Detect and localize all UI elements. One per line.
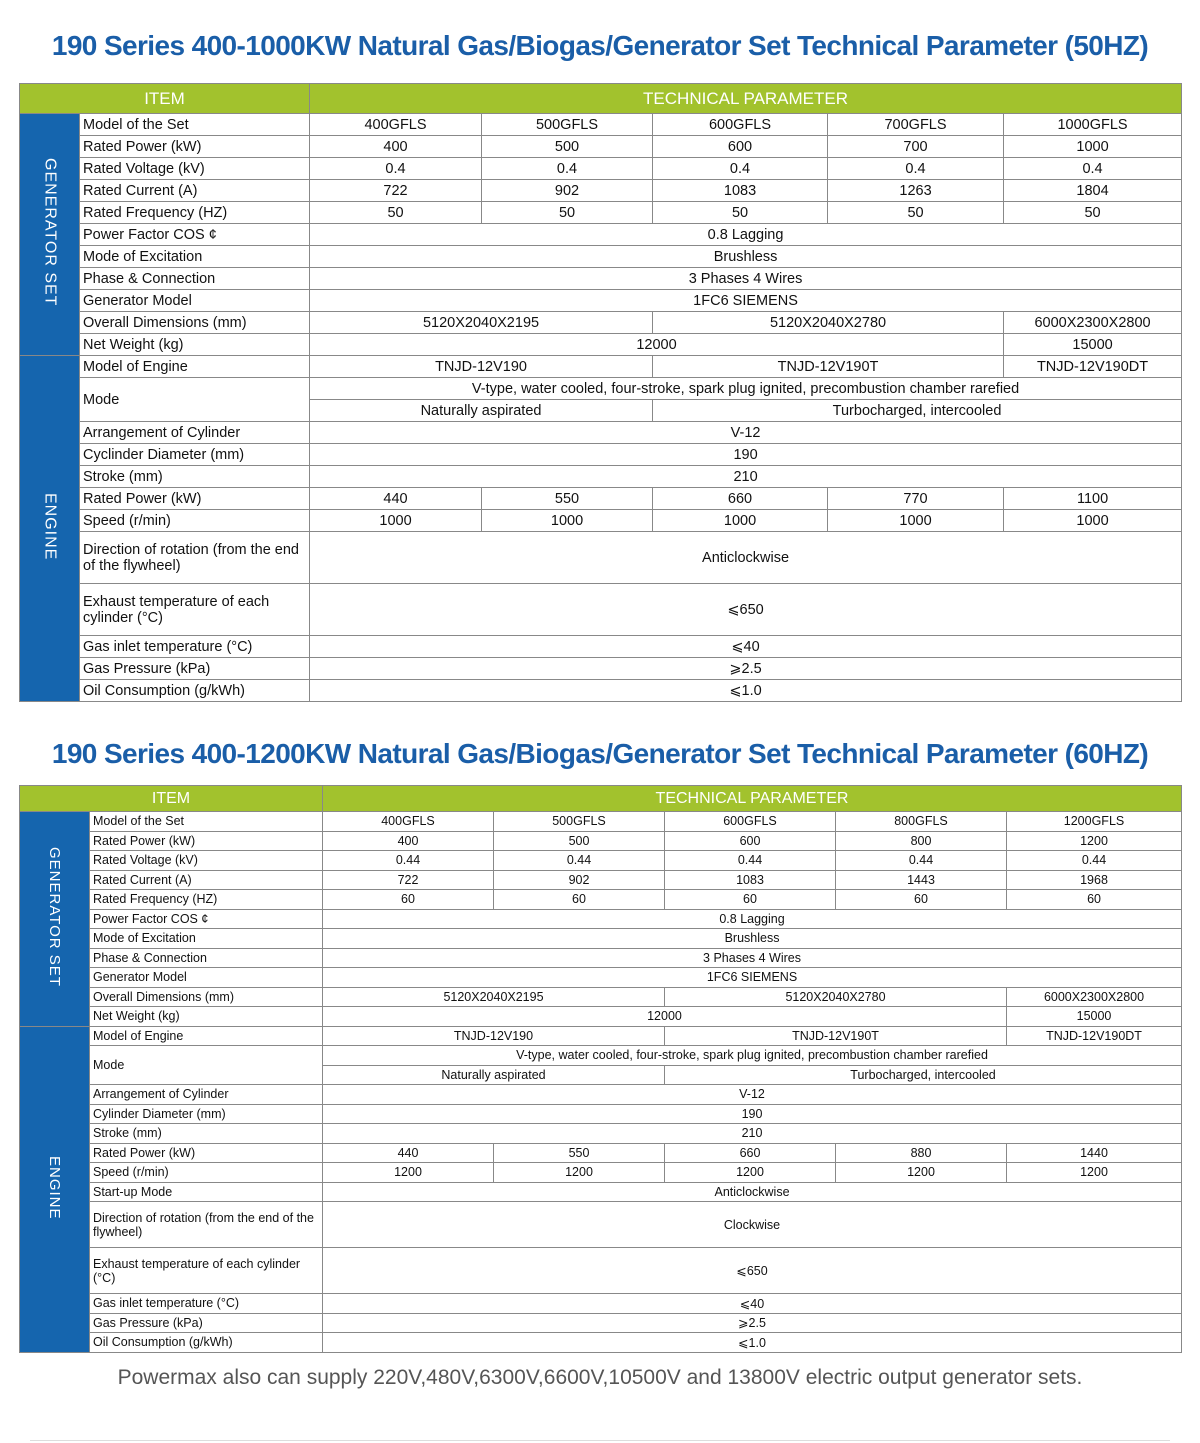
cell: 1083 bbox=[665, 870, 836, 890]
cell: 50 bbox=[482, 202, 653, 224]
cell: Naturally aspirated bbox=[323, 1065, 665, 1085]
cell: 1083 bbox=[653, 180, 828, 202]
row-label: Generator Model bbox=[80, 290, 310, 312]
cell: 1200 bbox=[494, 1163, 665, 1183]
cell: 1000 bbox=[482, 510, 653, 532]
cell: Clockwise bbox=[323, 1202, 1182, 1248]
row-label: Exhaust temperature of each cylinder (°C) bbox=[80, 584, 310, 636]
row-label: Arrangement of Cylinder bbox=[80, 422, 310, 444]
row-label: Rated Frequency (HZ) bbox=[90, 890, 323, 910]
row-label: Mode bbox=[80, 378, 310, 422]
cell: 0.4 bbox=[310, 158, 482, 180]
cell: 1804 bbox=[1004, 180, 1182, 202]
cell: 6000X2300X2800 bbox=[1004, 312, 1182, 334]
section-engine: ENGINE bbox=[20, 356, 80, 702]
cell: 15000 bbox=[1004, 334, 1182, 356]
cell: 1200 bbox=[836, 1163, 1007, 1183]
row-label: Mode of Excitation bbox=[80, 246, 310, 268]
cell: 400 bbox=[323, 831, 494, 851]
cell: 50 bbox=[310, 202, 482, 224]
cell: Anticlockwise bbox=[310, 532, 1182, 584]
table-2-title: 190 Series 400-1200KW Natural Gas/Biogas/Generator Set Technical Parameter (60HZ) bbox=[51, 738, 1149, 769]
cell: TNJD-12V190T bbox=[653, 356, 1004, 378]
cell: 1200 bbox=[323, 1163, 494, 1183]
footnote: Powermax also can supply 220V,480V,6300V,6600V,10500V and 13800V electric output generator sets. bbox=[117, 1366, 1083, 1389]
row-label: Phase & Connection bbox=[90, 948, 323, 968]
cell: 0.4 bbox=[653, 158, 828, 180]
cell: V-12 bbox=[310, 422, 1182, 444]
cell: 722 bbox=[310, 180, 482, 202]
row-label: Direction of rotation (from the end of the flywheel) bbox=[90, 1202, 323, 1248]
cell: 60 bbox=[323, 890, 494, 910]
cell: 60 bbox=[836, 890, 1007, 910]
row-label: Rated Power (kW) bbox=[90, 1143, 323, 1163]
cell: 50 bbox=[1004, 202, 1182, 224]
row-label: Rated Power (kW) bbox=[90, 831, 323, 851]
row-label: Rated Frequency (HZ) bbox=[80, 202, 310, 224]
row-label: Rated Power (kW) bbox=[80, 488, 310, 510]
cell: 3 Phases 4 Wires bbox=[323, 948, 1182, 968]
cell: 0.4 bbox=[482, 158, 653, 180]
cell: 5120X2040X2780 bbox=[653, 312, 1004, 334]
cell: 1440 bbox=[1007, 1143, 1182, 1163]
cell: 880 bbox=[836, 1143, 1007, 1163]
row-label: Rated Power (kW) bbox=[80, 136, 310, 158]
row-label: Mode of Excitation bbox=[90, 929, 323, 949]
cell: TNJD-12V190 bbox=[310, 356, 653, 378]
row-label: Phase & Connection bbox=[80, 268, 310, 290]
section-generator-set: GENERATOR SET bbox=[20, 812, 90, 1027]
cell: 1968 bbox=[1007, 870, 1182, 890]
cell: 600GFLS bbox=[665, 812, 836, 832]
cell: 0.44 bbox=[665, 851, 836, 871]
cell: 12000 bbox=[323, 1007, 1007, 1027]
row-label: Cyclinder Diameter (mm) bbox=[80, 444, 310, 466]
row-label: Net Weight (kg) bbox=[90, 1007, 323, 1027]
row-label: Model of the Set bbox=[90, 812, 323, 832]
header-item: ITEM bbox=[20, 786, 323, 812]
cell: 440 bbox=[310, 488, 482, 510]
spec-table-50hz bbox=[19, 83, 1182, 702]
cell: 700 bbox=[828, 136, 1004, 158]
cell: ⩾2.5 bbox=[310, 658, 1182, 680]
cell: 902 bbox=[482, 180, 653, 202]
cell: 1000GFLS bbox=[1004, 114, 1182, 136]
divider bbox=[30, 1440, 1170, 1441]
cell: 0.44 bbox=[836, 851, 1007, 871]
row-label: Model of Engine bbox=[90, 1026, 323, 1046]
row-label: Speed (r/min) bbox=[80, 510, 310, 532]
cell: ⩽1.0 bbox=[310, 680, 1182, 702]
cell: V-type, water cooled, four-stroke, spark plug ignited, precombustion chamber rarefied bbox=[310, 378, 1182, 400]
cell: 800 bbox=[836, 831, 1007, 851]
cell: ⩾2.5 bbox=[323, 1313, 1182, 1333]
row-label: Rated Current (A) bbox=[90, 870, 323, 890]
row-label: Model of Engine bbox=[80, 356, 310, 378]
cell: Brushless bbox=[323, 929, 1182, 949]
spec-table-60hz bbox=[19, 785, 1182, 1353]
cell: 1FC6 SIEMENS bbox=[323, 968, 1182, 988]
cell: 1000 bbox=[828, 510, 1004, 532]
row-label: Stroke (mm) bbox=[90, 1124, 323, 1144]
cell: ⩽40 bbox=[323, 1294, 1182, 1314]
row-label: Oil Consumption (g/kWh) bbox=[80, 680, 310, 702]
row-label: Power Factor COS ¢ bbox=[90, 909, 323, 929]
cell: ⩽650 bbox=[310, 584, 1182, 636]
section-engine: ENGINE bbox=[20, 1026, 90, 1352]
cell: 210 bbox=[310, 466, 1182, 488]
cell: 1000 bbox=[1004, 136, 1182, 158]
row-label: Stroke (mm) bbox=[80, 466, 310, 488]
row-label: Power Factor COS ¢ bbox=[80, 224, 310, 246]
cell: 1100 bbox=[1004, 488, 1182, 510]
cell: 0.44 bbox=[323, 851, 494, 871]
cell: Naturally aspirated bbox=[310, 400, 653, 422]
cell: V-type, water cooled, four-stroke, spark plug ignited, precombustion chamber rarefied bbox=[323, 1046, 1182, 1066]
cell: 1443 bbox=[836, 870, 1007, 890]
cell: 660 bbox=[653, 488, 828, 510]
cell: 210 bbox=[323, 1124, 1182, 1144]
cell: 60 bbox=[665, 890, 836, 910]
cell: Turbocharged, intercooled bbox=[653, 400, 1182, 422]
cell: 50 bbox=[653, 202, 828, 224]
cell: 400GFLS bbox=[323, 812, 494, 832]
section-generator-set: GENERATOR SET bbox=[20, 114, 80, 356]
cell: 0.44 bbox=[1007, 851, 1182, 871]
row-label: Gas Pressure (kPa) bbox=[80, 658, 310, 680]
cell: 1200 bbox=[1007, 1163, 1182, 1183]
cell: ⩽40 bbox=[310, 636, 1182, 658]
cell: Brushless bbox=[310, 246, 1182, 268]
row-label: Rated Current (A) bbox=[80, 180, 310, 202]
cell: 440 bbox=[323, 1143, 494, 1163]
cell: 1200 bbox=[665, 1163, 836, 1183]
row-label: Arrangement of Cylinder bbox=[90, 1085, 323, 1105]
cell: 400 bbox=[310, 136, 482, 158]
cell: 1000 bbox=[310, 510, 482, 532]
cell: 600GFLS bbox=[653, 114, 828, 136]
cell: 722 bbox=[323, 870, 494, 890]
row-label: Rated Voltage (kV) bbox=[80, 158, 310, 180]
cell: 5120X2040X2195 bbox=[310, 312, 653, 334]
cell: 1200 bbox=[1007, 831, 1182, 851]
cell: 700GFLS bbox=[828, 114, 1004, 136]
cell: 600 bbox=[653, 136, 828, 158]
row-label: Gas Pressure (kPa) bbox=[90, 1313, 323, 1333]
cell: 5120X2040X2780 bbox=[665, 987, 1007, 1007]
cell: ⩽650 bbox=[323, 1248, 1182, 1294]
cell: 500GFLS bbox=[494, 812, 665, 832]
cell: 400GFLS bbox=[310, 114, 482, 136]
cell: 15000 bbox=[1007, 1007, 1182, 1027]
cell: 12000 bbox=[310, 334, 1004, 356]
cell: Anticlockwise bbox=[323, 1182, 1182, 1202]
cell: 1000 bbox=[653, 510, 828, 532]
cell: 0.8 Lagging bbox=[310, 224, 1182, 246]
header-technical-parameter: TECHNICAL PARAMETER bbox=[323, 786, 1182, 812]
cell: 60 bbox=[1007, 890, 1182, 910]
cell: 500 bbox=[482, 136, 653, 158]
row-label: Model of the Set bbox=[80, 114, 310, 136]
cell: 6000X2300X2800 bbox=[1007, 987, 1182, 1007]
row-label: Gas inlet temperature (°C) bbox=[80, 636, 310, 658]
cell: TNJD-12V190T bbox=[665, 1026, 1007, 1046]
cell: 1FC6 SIEMENS bbox=[310, 290, 1182, 312]
cell: V-12 bbox=[323, 1085, 1182, 1105]
header-item: ITEM bbox=[20, 84, 310, 114]
cell: 60 bbox=[494, 890, 665, 910]
cell: ⩽1.0 bbox=[323, 1333, 1182, 1353]
cell: 190 bbox=[310, 444, 1182, 466]
cell: 660 bbox=[665, 1143, 836, 1163]
cell: 0.44 bbox=[494, 851, 665, 871]
row-label: Mode bbox=[90, 1046, 323, 1085]
cell: 500 bbox=[494, 831, 665, 851]
cell: 500GFLS bbox=[482, 114, 653, 136]
cell: 770 bbox=[828, 488, 1004, 510]
cell: 190 bbox=[323, 1104, 1182, 1124]
cell: 550 bbox=[494, 1143, 665, 1163]
cell: 1200GFLS bbox=[1007, 812, 1182, 832]
cell: 3 Phases 4 Wires bbox=[310, 268, 1182, 290]
row-label: Cylinder Diameter (mm) bbox=[90, 1104, 323, 1124]
row-label: Gas inlet temperature (°C) bbox=[90, 1294, 323, 1314]
cell: 5120X2040X2195 bbox=[323, 987, 665, 1007]
row-label: Speed (r/min) bbox=[90, 1163, 323, 1183]
cell: 1000 bbox=[1004, 510, 1182, 532]
row-label: Generator Model bbox=[90, 968, 323, 988]
row-label: Start-up Mode bbox=[90, 1182, 323, 1202]
cell: 0.8 Lagging bbox=[323, 909, 1182, 929]
cell: 50 bbox=[828, 202, 1004, 224]
row-label: Net Weight (kg) bbox=[80, 334, 310, 356]
cell: TNJD-12V190DT bbox=[1004, 356, 1182, 378]
cell: 1263 bbox=[828, 180, 1004, 202]
cell: 0.4 bbox=[828, 158, 1004, 180]
row-label: Exhaust temperature of each cylinder (°C) bbox=[90, 1248, 323, 1294]
row-label: Oil Consumption (g/kWh) bbox=[90, 1333, 323, 1353]
cell: 0.4 bbox=[1004, 158, 1182, 180]
cell: 800GFLS bbox=[836, 812, 1007, 832]
table-1-title: 190 Series 400-1000KW Natural Gas/Biogas/Generator Set Technical Parameter (50HZ) bbox=[51, 30, 1149, 61]
row-label: Direction of rotation (from the end of the flywheel) bbox=[80, 532, 310, 584]
row-label: Overall Dimensions (mm) bbox=[90, 987, 323, 1007]
cell: 550 bbox=[482, 488, 653, 510]
cell: 902 bbox=[494, 870, 665, 890]
header-technical-parameter: TECHNICAL PARAMETER bbox=[310, 84, 1182, 114]
row-label: Rated Voltage (kV) bbox=[90, 851, 323, 871]
cell: TNJD-12V190DT bbox=[1007, 1026, 1182, 1046]
row-label: Overall Dimensions (mm) bbox=[80, 312, 310, 334]
cell: TNJD-12V190 bbox=[323, 1026, 665, 1046]
cell: Turbocharged, intercooled bbox=[665, 1065, 1182, 1085]
cell: 600 bbox=[665, 831, 836, 851]
